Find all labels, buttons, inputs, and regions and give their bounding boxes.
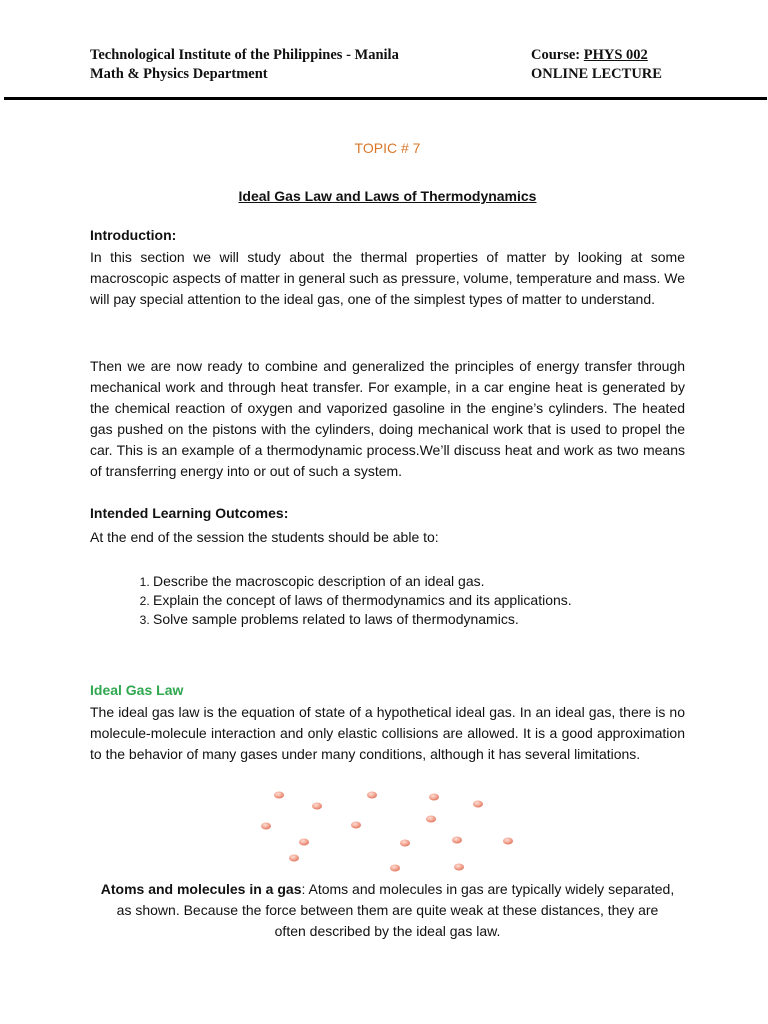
gas-molecules-figure — [250, 785, 530, 880]
molecule-dot — [289, 855, 299, 862]
outcome-item: 1. Describe the macroscopic description of an ideal gas. — [153, 572, 693, 591]
topic-number: TOPIC # 7 — [354, 140, 421, 156]
molecule-dot — [452, 837, 462, 844]
header-divider — [4, 97, 767, 100]
molecule-dot — [503, 838, 513, 845]
figure-caption — [100, 879, 675, 942]
outcomes-lead: At the end of the session the students should be able to: — [90, 529, 439, 545]
institution-header — [90, 46, 399, 84]
document-title: Ideal Gas Law and Laws of Thermodynamics — [238, 188, 537, 204]
course-header — [531, 46, 662, 84]
caption-text: : Atoms and molecules in gas are typically widely separated, as shown. Because the force between them are quite weak at these distances, they are often described by the ideal gas law. — [116, 881, 675, 939]
molecule-dot — [473, 801, 483, 808]
molecule-dot — [390, 865, 400, 872]
molecule-dot — [351, 822, 361, 829]
outcomes-heading: Intended Learning Outcomes: — [90, 505, 289, 521]
outcome-item: 2. Explain the concept of laws of thermodynamics and its applications. — [153, 591, 693, 610]
molecule-dot — [429, 794, 439, 801]
outcomes-list — [90, 572, 693, 629]
ideal-gas-heading: Ideal Gas Law — [90, 682, 184, 698]
molecule-dots — [261, 792, 513, 872]
molecule-dot — [274, 792, 284, 799]
introduction-heading: Introduction: — [90, 227, 177, 243]
molecule-dot — [426, 816, 436, 823]
course-line — [531, 46, 662, 65]
molecule-dot — [299, 839, 309, 846]
introduction-paragraph-2: Then we are now ready to combine and generalized the principles of energy transfer through mechanical work and through heat transfer. For example, in a car engine heat is generated by the chemical reaction of oxygen and vaporized gasoline in the engine’s cylinders. The heated gas pushed on the pistons with the cylinders, doing mechanical work that is used to propel the car. This is an example of a thermodynamic process.We’ll discuss heat and work as two means of transferring energy into or out of such a system. — [90, 358, 685, 479]
molecule-dot — [400, 840, 410, 847]
molecule-dot — [312, 803, 322, 810]
department-name: Math & Physics Department — [90, 66, 268, 82]
course-code: PHYS 002 — [583, 47, 648, 63]
institute-name: Technological Institute of the Philippines - Manila — [90, 47, 399, 63]
lecture-mode: ONLINE LECTURE — [531, 66, 662, 82]
introduction-paragraph-1: In this section we will study about the thermal properties of matter by looking at some macroscopic aspects of matter in general such as pressure, volume, temperature and mass. We will pay special attention to the ideal gas, one of the simplest types of matter to understand. — [90, 249, 686, 307]
ideal-gas-paragraph: The ideal gas law is the equation of state of a hypothetical ideal gas. In an ideal gas, there is no molecule-molecule interaction and only elastic collisions are allowed. It is a good approximation to the behavior of many gases under many conditions, although it has several limitations. — [90, 704, 685, 762]
molecule-dot — [367, 792, 377, 799]
course-label: Course: — [531, 47, 584, 63]
molecule-dot — [261, 823, 271, 830]
outcome-item: 3. Solve sample problems related to laws of thermodynamics. — [153, 610, 693, 629]
molecule-dot — [454, 864, 464, 871]
caption-bold: Atoms and molecules in a gas — [100, 881, 302, 897]
